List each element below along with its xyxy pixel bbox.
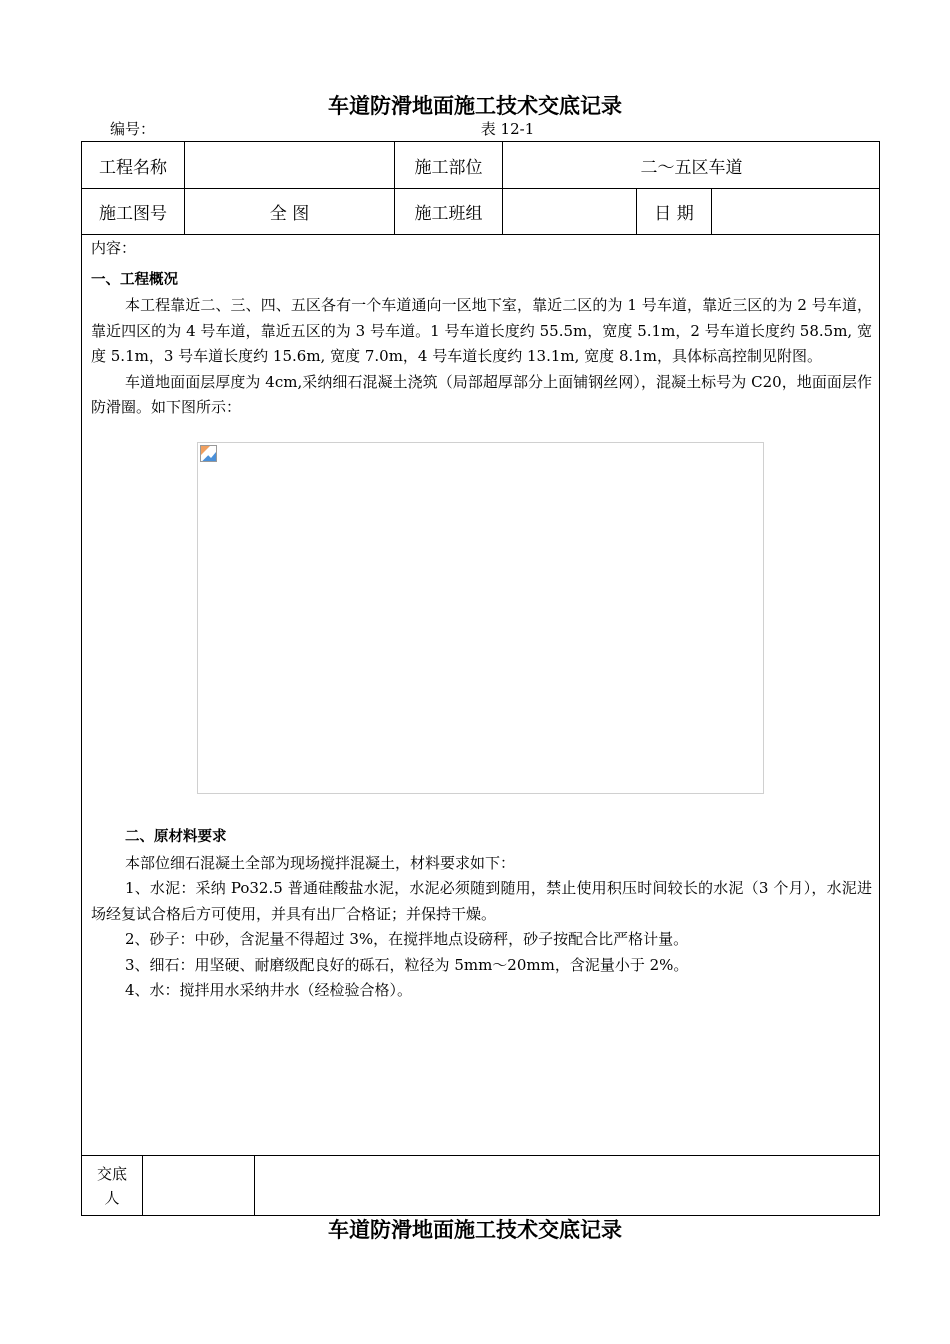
materials-item: 3、细石：用坚硬、耐磨级配良好的砾石，粒径为 5mm～20mm，含泥量小于 2%。 <box>125 955 689 974</box>
materials-item: 2、砂子：中砂，含泥量不得超过 3%，在搅拌地点设磅秤，砂子按配合比严格计量。 <box>125 930 689 948</box>
materials-item: 4、水：搅拌用水采纳井水（经检验合格）。 <box>125 981 413 999</box>
broken-image-icon <box>200 445 217 462</box>
content-label: 内容： <box>91 239 137 257</box>
section-heading-materials: 二、原材料要求 <box>125 829 227 845</box>
briefer-label-text: 交底人 <box>96 1165 127 1207</box>
construction-team-label: 施工班组 <box>414 204 483 224</box>
document-title: 车道防滑地面施工技术交底记录 <box>328 94 622 118</box>
table-reference: 表 12-1 <box>480 120 535 138</box>
materials-intro: 本部位细石混凝土全部为现场搅拌混凝土，材料要求如下： <box>125 853 516 872</box>
project-name-label: 工程名称 <box>99 157 167 178</box>
briefer-value <box>143 1156 254 1216</box>
location-value: 二～五区车道 <box>640 157 743 178</box>
attached-drawing-image <box>197 442 764 794</box>
content-section <box>91 236 872 421</box>
date-value <box>712 189 880 234</box>
construction-team-value <box>503 189 636 234</box>
briefer-label <box>82 1156 142 1216</box>
overview-paragraph-2: 车道地面面层厚度为 4cm,采纳细石混凝土浇筑（局部超厚部分上面铺钢丝网），混凝土标号为 C20，地面面层作防滑圈。如下图所示： <box>91 372 872 416</box>
overview-paragraph-1: 本工程靠近二、三、四、五区各有一个车道通向一区地下室，靠近二区的为 1 号车道，靠近三区的为 2 号车道，靠近四区的为 4 号车道，靠近五区的为 3 号车道。1 号车道长度约 55.5m，宽度 5.1m，2 号车道长度约 58.5m, 宽度 5.1m，3 号车道长度约 15.6m, 宽度 7.0m，4 号车道长度约 13.1m, 宽度 8.1m，具体标高控制见附图。 <box>91 296 872 365</box>
footer-title: 车道防滑地面施工技术交底记录 <box>328 1218 622 1242</box>
drawing-number-label: 施工图号 <box>99 204 167 224</box>
divider <box>81 234 880 235</box>
divider <box>254 1155 255 1216</box>
location-label: 施工部位 <box>414 157 483 178</box>
section-heading-overview: 一、工程概况 <box>91 271 178 288</box>
project-name-value <box>185 142 394 188</box>
number-label: 编号： <box>110 120 156 138</box>
drawing-number-value: 全 图 <box>269 204 310 224</box>
materials-section <box>91 825 872 1004</box>
materials-item: 1、水泥：采纳 Po32.5 普通硅酸盐水泥，水泥必须随到随用，禁止使用积压时间较长的水泥（3 个月），水泥进场经复试合格后方可使用，并具有出厂合格证；并保持干燥。 <box>91 879 872 923</box>
date-label: 日 期 <box>654 204 694 224</box>
